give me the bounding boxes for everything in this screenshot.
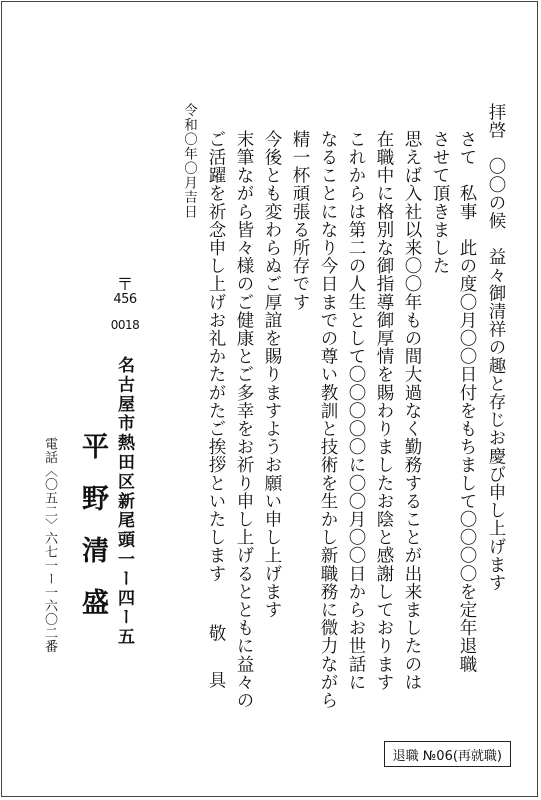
postal-code-2: 0018 bbox=[110, 318, 140, 332]
letter-line-4: 思えば入社以来〇〇年もの間大過なく勤務することが出来ましたのは bbox=[402, 130, 422, 692]
letter-line-8: 精一杯頑張る所存です bbox=[290, 130, 310, 311]
letter-line-6: これからは第二の人生として〇〇〇〇〇に〇〇月〇〇日からお世話に bbox=[346, 130, 366, 692]
postal-mark: 〒 bbox=[116, 275, 134, 295]
letter-line-2: さて 私事 此の度〇月〇〇日付をもちまして〇〇〇〇を定年退職 bbox=[457, 130, 477, 673]
postal-code-1: 456 bbox=[113, 292, 137, 307]
sender-phone: 電話〈〇五二〉六七一ー一六〇二番 bbox=[42, 437, 57, 653]
letter-line-11: ご活躍を祈念申し上げお礼かたがたご挨拶といたします bbox=[206, 130, 226, 583]
sender-address: 名古屋市熱田区新尾頭一ー四ー五 bbox=[114, 356, 134, 647]
letter-line-7: なることになり今日までの尊い教訓と技術を生かし新職務に微力ながら bbox=[318, 130, 338, 710]
product-code-badge: 退職 №06(再就職) bbox=[384, 741, 511, 767]
letter-line-3: させて頂きました bbox=[430, 130, 450, 275]
letter-date: 令和〇年〇月吉日 bbox=[181, 103, 197, 219]
letter-line-10: 末筆ながら皆々様のご健康とご多幸をお祈り申し上げるとともに益々の bbox=[234, 130, 254, 710]
letter-line-1: 拝啓 〇〇の候 益々御清祥の趣と存じお慶び申し上げます bbox=[486, 103, 506, 592]
letter-line-5: 在職中に格別な御指導御厚情を賜わりましたお陰と感謝しております bbox=[374, 130, 394, 692]
closing-keigu: 敬 具 bbox=[206, 624, 226, 695]
letter-line-9: 今後とも変わらぬご厚誼を賜りますようお願い申し上げます bbox=[262, 130, 282, 619]
sender-name: 平 野 清 盛 bbox=[77, 432, 108, 614]
